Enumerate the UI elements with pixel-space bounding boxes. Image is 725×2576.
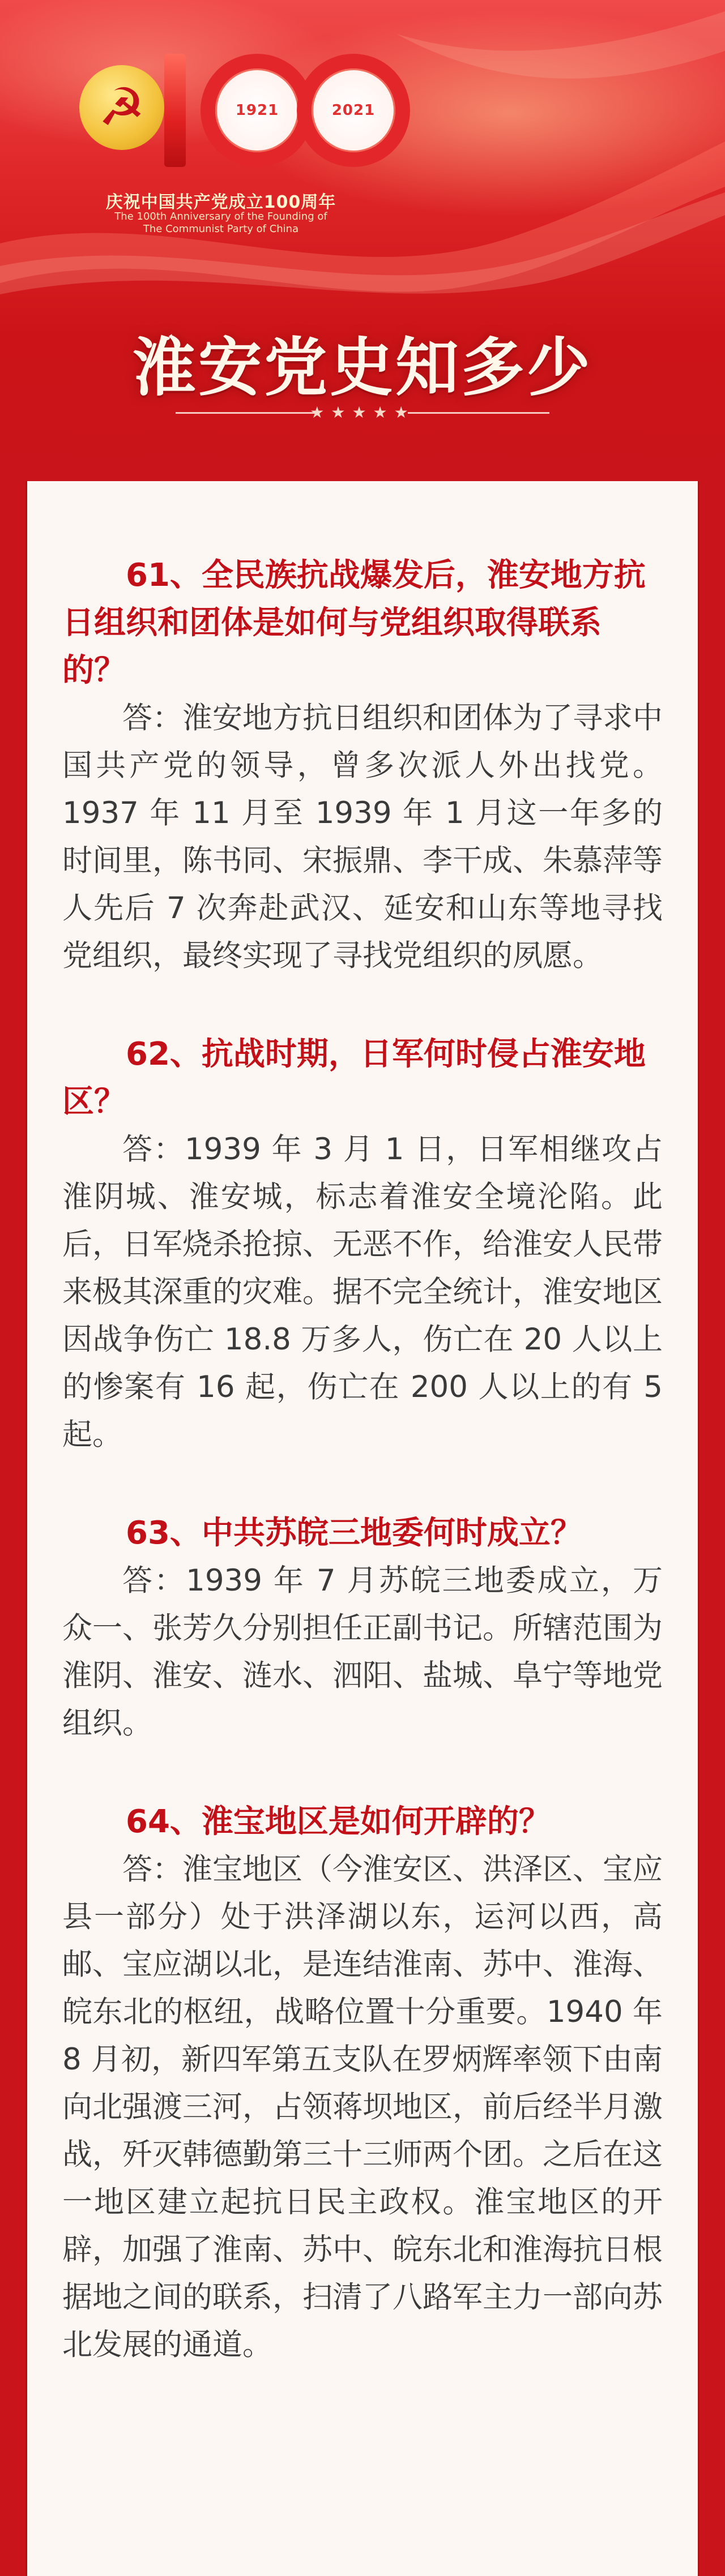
ring-2021	[297, 54, 410, 167]
answer-63: 答：1939 年 7 月苏皖三地委成立，万众一、张芳久分别担任正副书记。所辖范围为淮阴、淮安、涟水、泗阳、盐城、阜宁等地党组织。	[62, 1563, 663, 1741]
logo-caption-en	[74, 211, 368, 235]
title-stars: ★★★★★	[310, 403, 415, 422]
qa-item-64	[62, 1798, 663, 2369]
logo-caption-en-line-2: The Communist Party of China	[143, 223, 299, 235]
centenary-logo	[74, 40, 376, 243]
question-63: 63、中共苏皖三地委何时成立？	[126, 1515, 582, 1551]
question-62: 62、抗战时期，日军何时侵占淮安地区？	[62, 1036, 646, 1120]
logo-caption-en-line-1: The 100th Anniversary of the Founding of	[114, 211, 327, 222]
party-emblem	[79, 65, 164, 150]
header-banner	[0, 0, 725, 481]
answer-64: 答：淮宝地区（今淮安区、洪泽区、宝应县一部分）处于洪泽湖以东，运河以西，高邮、宝应湖以北，是连结淮南、苏中、淮海、皖东北的枢纽，战略位置十分重要。1940 年 8 月初，新四军第五支队在罗炳辉率领下由南向北强渡三河，占领蒋坝地区，前后经半月激战，歼灭韩德勤第三十三师两个团。之后在这一地区建立起抗日民主政权。淮宝地区的开辟，加强了淮南、苏中、皖东北和淮海抗日根据地之间的联系，扫清了八路军主力一部向苏北发展的通道。	[62, 1852, 663, 2362]
qa-item-62	[62, 1031, 663, 1459]
hundred-mark	[164, 45, 393, 175]
question-64: 64、淮宝地区是如何开辟的？	[126, 1803, 551, 1840]
qa-item-61	[62, 552, 663, 980]
year-start: 1921	[235, 102, 279, 119]
hammer-sickle-icon: ☭	[98, 77, 146, 138]
qa-item-63	[62, 1510, 663, 1747]
answer-62: 答：1939 年 3 月 1 日，日军相继攻占淮阴城、淮安城，标志着淮安全境沦陷。此后，日军烧杀抢掠、无恶不作，给淮安人民带来极其深重的灾难。据不完全统计，淮安地区因战争伤亡 18.8 万多人，伤亡在 20 人以上的惨案有 16 起，伤亡在 200 人以上的有 5 起。	[62, 1132, 663, 1452]
digit-one	[164, 54, 186, 167]
year-end: 2021	[331, 102, 376, 119]
logo-caption-cn: 庆祝中国共产党成立100周年	[105, 192, 336, 212]
answer-61: 答：淮安地方抗日组织和团体为了寻求中国共产党的领导，曾多次派人外出找党。1937 年 11 月至 1939 年 1 月这一年多的时间里，陈书同、宋振鼎、李干成、朱慕萍等人先后 7 次奔赴武汉、延安和山东等地寻找党组织，最终实现了寻找党组织的夙愿。	[62, 701, 663, 973]
question-61: 61、全民族抗战爆发后，淮安地方抗日组织和团体是如何与党组织取得联系的？	[62, 557, 646, 689]
page-title: 淮安党史知多少	[133, 331, 592, 405]
qa-list	[62, 552, 663, 2369]
